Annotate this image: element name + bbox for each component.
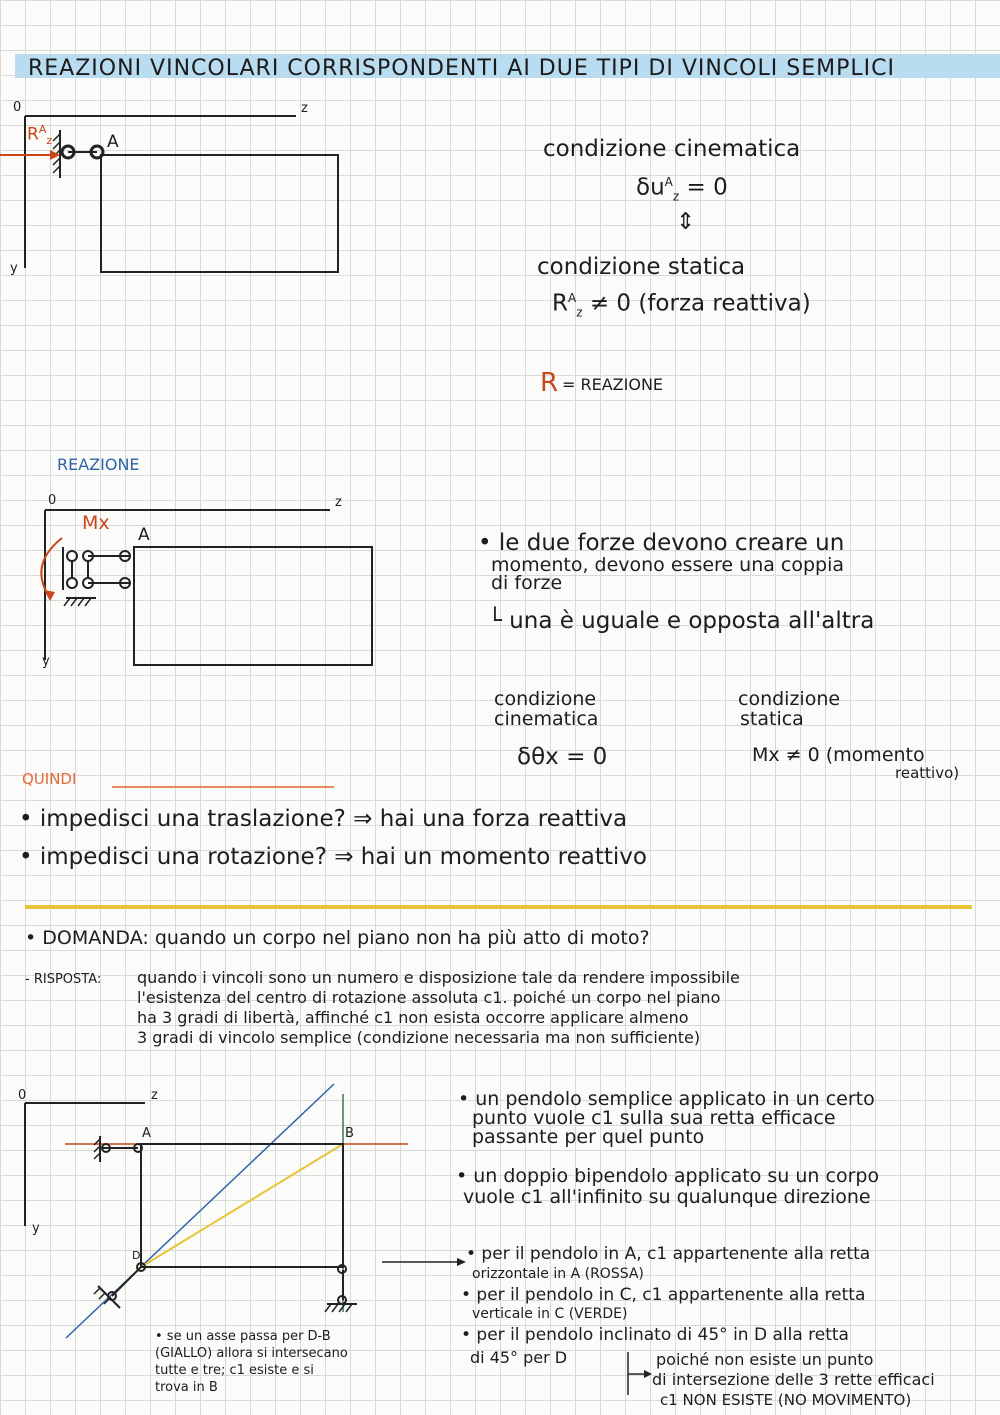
fig2-heading: REAZIONE bbox=[57, 455, 140, 474]
answer-line-3: ha 3 gradi di libertà, affinché c1 non esista occorre applicare almeno bbox=[137, 1008, 689, 1027]
block3-p6-c: c1 NON ESISTE (NO MOVIMENTO) bbox=[660, 1391, 912, 1409]
fig3-point-b: B bbox=[345, 1126, 354, 1141]
fig3-z-label: z bbox=[151, 1088, 158, 1103]
answer-line-2: l'esistenza del centro di rotazione assoluta c1. poiché un corpo nel piano bbox=[137, 988, 721, 1007]
fig3-point-a: A bbox=[142, 1126, 151, 1141]
fig2-point-a: A bbox=[138, 525, 150, 545]
legend-text: = REAZIONE bbox=[562, 375, 664, 394]
block2-cin-title-2: cinematica bbox=[494, 708, 599, 730]
fig1-reaction-label: $R^A_z$ bbox=[27, 123, 53, 148]
legend-r: R bbox=[540, 368, 559, 398]
quindi-bullet-1: • impedisci una traslazione? ⇒ hai una forza reattiva bbox=[19, 806, 628, 832]
block3-p3-b: orizzontale in A (ROSSA) bbox=[472, 1266, 644, 1282]
block3-p2-b: vuole c1 all'infinito su qualunque direzione bbox=[463, 1186, 871, 1208]
block3-p1-a: • un pendolo semplice applicato in un certo bbox=[458, 1088, 875, 1110]
block3-p4-b: verticale in C (VERDE) bbox=[472, 1306, 628, 1322]
fig1-origin: 0 bbox=[13, 100, 22, 115]
block2-line-3: di forze bbox=[491, 572, 563, 594]
answer-label: - RISPOSTA: bbox=[25, 972, 102, 987]
block2-stat-eq-2: reattivo) bbox=[895, 764, 960, 782]
page-title: REAZIONI VINCOLARI CORRISPONDENTI AI DUE TIPI DI VINCOLI SEMPLICI bbox=[28, 56, 895, 81]
block3-p1-c: passante per quel punto bbox=[472, 1126, 705, 1148]
equivalence-arrow: ⇕ bbox=[676, 209, 696, 235]
cond-statica-label: condizione statica bbox=[537, 254, 746, 280]
block3-p3-a: • per il pendolo in A, c1 appartenente alla retta bbox=[466, 1244, 871, 1264]
fig2-origin: 0 bbox=[48, 493, 57, 508]
block2-stat-eq: Mx ≠ 0 (momento bbox=[752, 744, 925, 766]
block2-stat-title-2: statica bbox=[740, 708, 804, 730]
fig3-note-4: trova in B bbox=[155, 1380, 218, 1395]
block2-line-1: • le due forze devono creare un bbox=[478, 530, 845, 556]
question: • DOMANDA: quando un corpo nel piano non ha più atto di moto? bbox=[25, 927, 650, 949]
fig2-z-label: z bbox=[335, 495, 342, 510]
fig3-note-3: tutte e tre; c1 esiste e si bbox=[155, 1363, 314, 1378]
fig1-point-a: A bbox=[107, 132, 119, 152]
fig3-note-1: • se un asse passa per D-B bbox=[155, 1329, 331, 1344]
block3-p5-b: di 45° per D bbox=[470, 1348, 568, 1367]
block2-cin-title-1: condizione bbox=[494, 688, 597, 710]
eq-statica: $R^A_z \ne 0$ (forza reattiva) bbox=[552, 290, 811, 320]
block2-line-4: └ una è uguale e opposta all'altra bbox=[488, 608, 875, 634]
fig1-y-label: y bbox=[10, 261, 18, 276]
fig3-origin: 0 bbox=[18, 1088, 27, 1103]
block3-p1-b: punto vuole c1 sulla sua retta efficace bbox=[472, 1107, 836, 1129]
answer-line-4: 3 gradi di vincolo semplice (condizione necessaria ma non sufficiente) bbox=[137, 1028, 701, 1047]
block3-p5-a: • per il pendolo inclinato di 45° in D alla retta bbox=[461, 1325, 849, 1345]
answer-line-1: quando i vincoli sono un numero e disposizione tale da rendere impossibile bbox=[137, 968, 740, 987]
block3-p2-a: • un doppio bipendolo applicato su un corpo bbox=[456, 1165, 880, 1187]
eq-cinematica: $\delta u^A_z = 0$ bbox=[636, 174, 728, 204]
block3-p4-a: • per il pendolo in C, c1 appartenente alla retta bbox=[461, 1285, 866, 1305]
block2-line-2: momento, devono essere una coppia bbox=[491, 554, 845, 576]
fig3-point-d: D bbox=[132, 1249, 141, 1262]
fig2-moment-label: Mx bbox=[82, 512, 110, 534]
quindi-label: QUINDI bbox=[22, 770, 77, 788]
fig2-y-label: y bbox=[42, 654, 50, 669]
fig3-y-label: y bbox=[32, 1221, 40, 1236]
fig3-note-2: (GIALLO) allora si intersecano bbox=[155, 1346, 348, 1361]
cond-cinematica-label: condizione cinematica bbox=[543, 136, 801, 162]
block2-cin-eq: δθx = 0 bbox=[517, 744, 608, 770]
block3-p6-a: poiché non esiste un punto bbox=[656, 1350, 874, 1369]
quindi-bullet-2: • impedisci una rotazione? ⇒ hai un momento reattivo bbox=[19, 844, 647, 870]
block2-stat-title-1: condizione bbox=[738, 688, 841, 710]
block3-p6-b: di intersezione delle 3 rette efficaci bbox=[652, 1370, 935, 1389]
fig1-z-label: z bbox=[301, 101, 308, 116]
